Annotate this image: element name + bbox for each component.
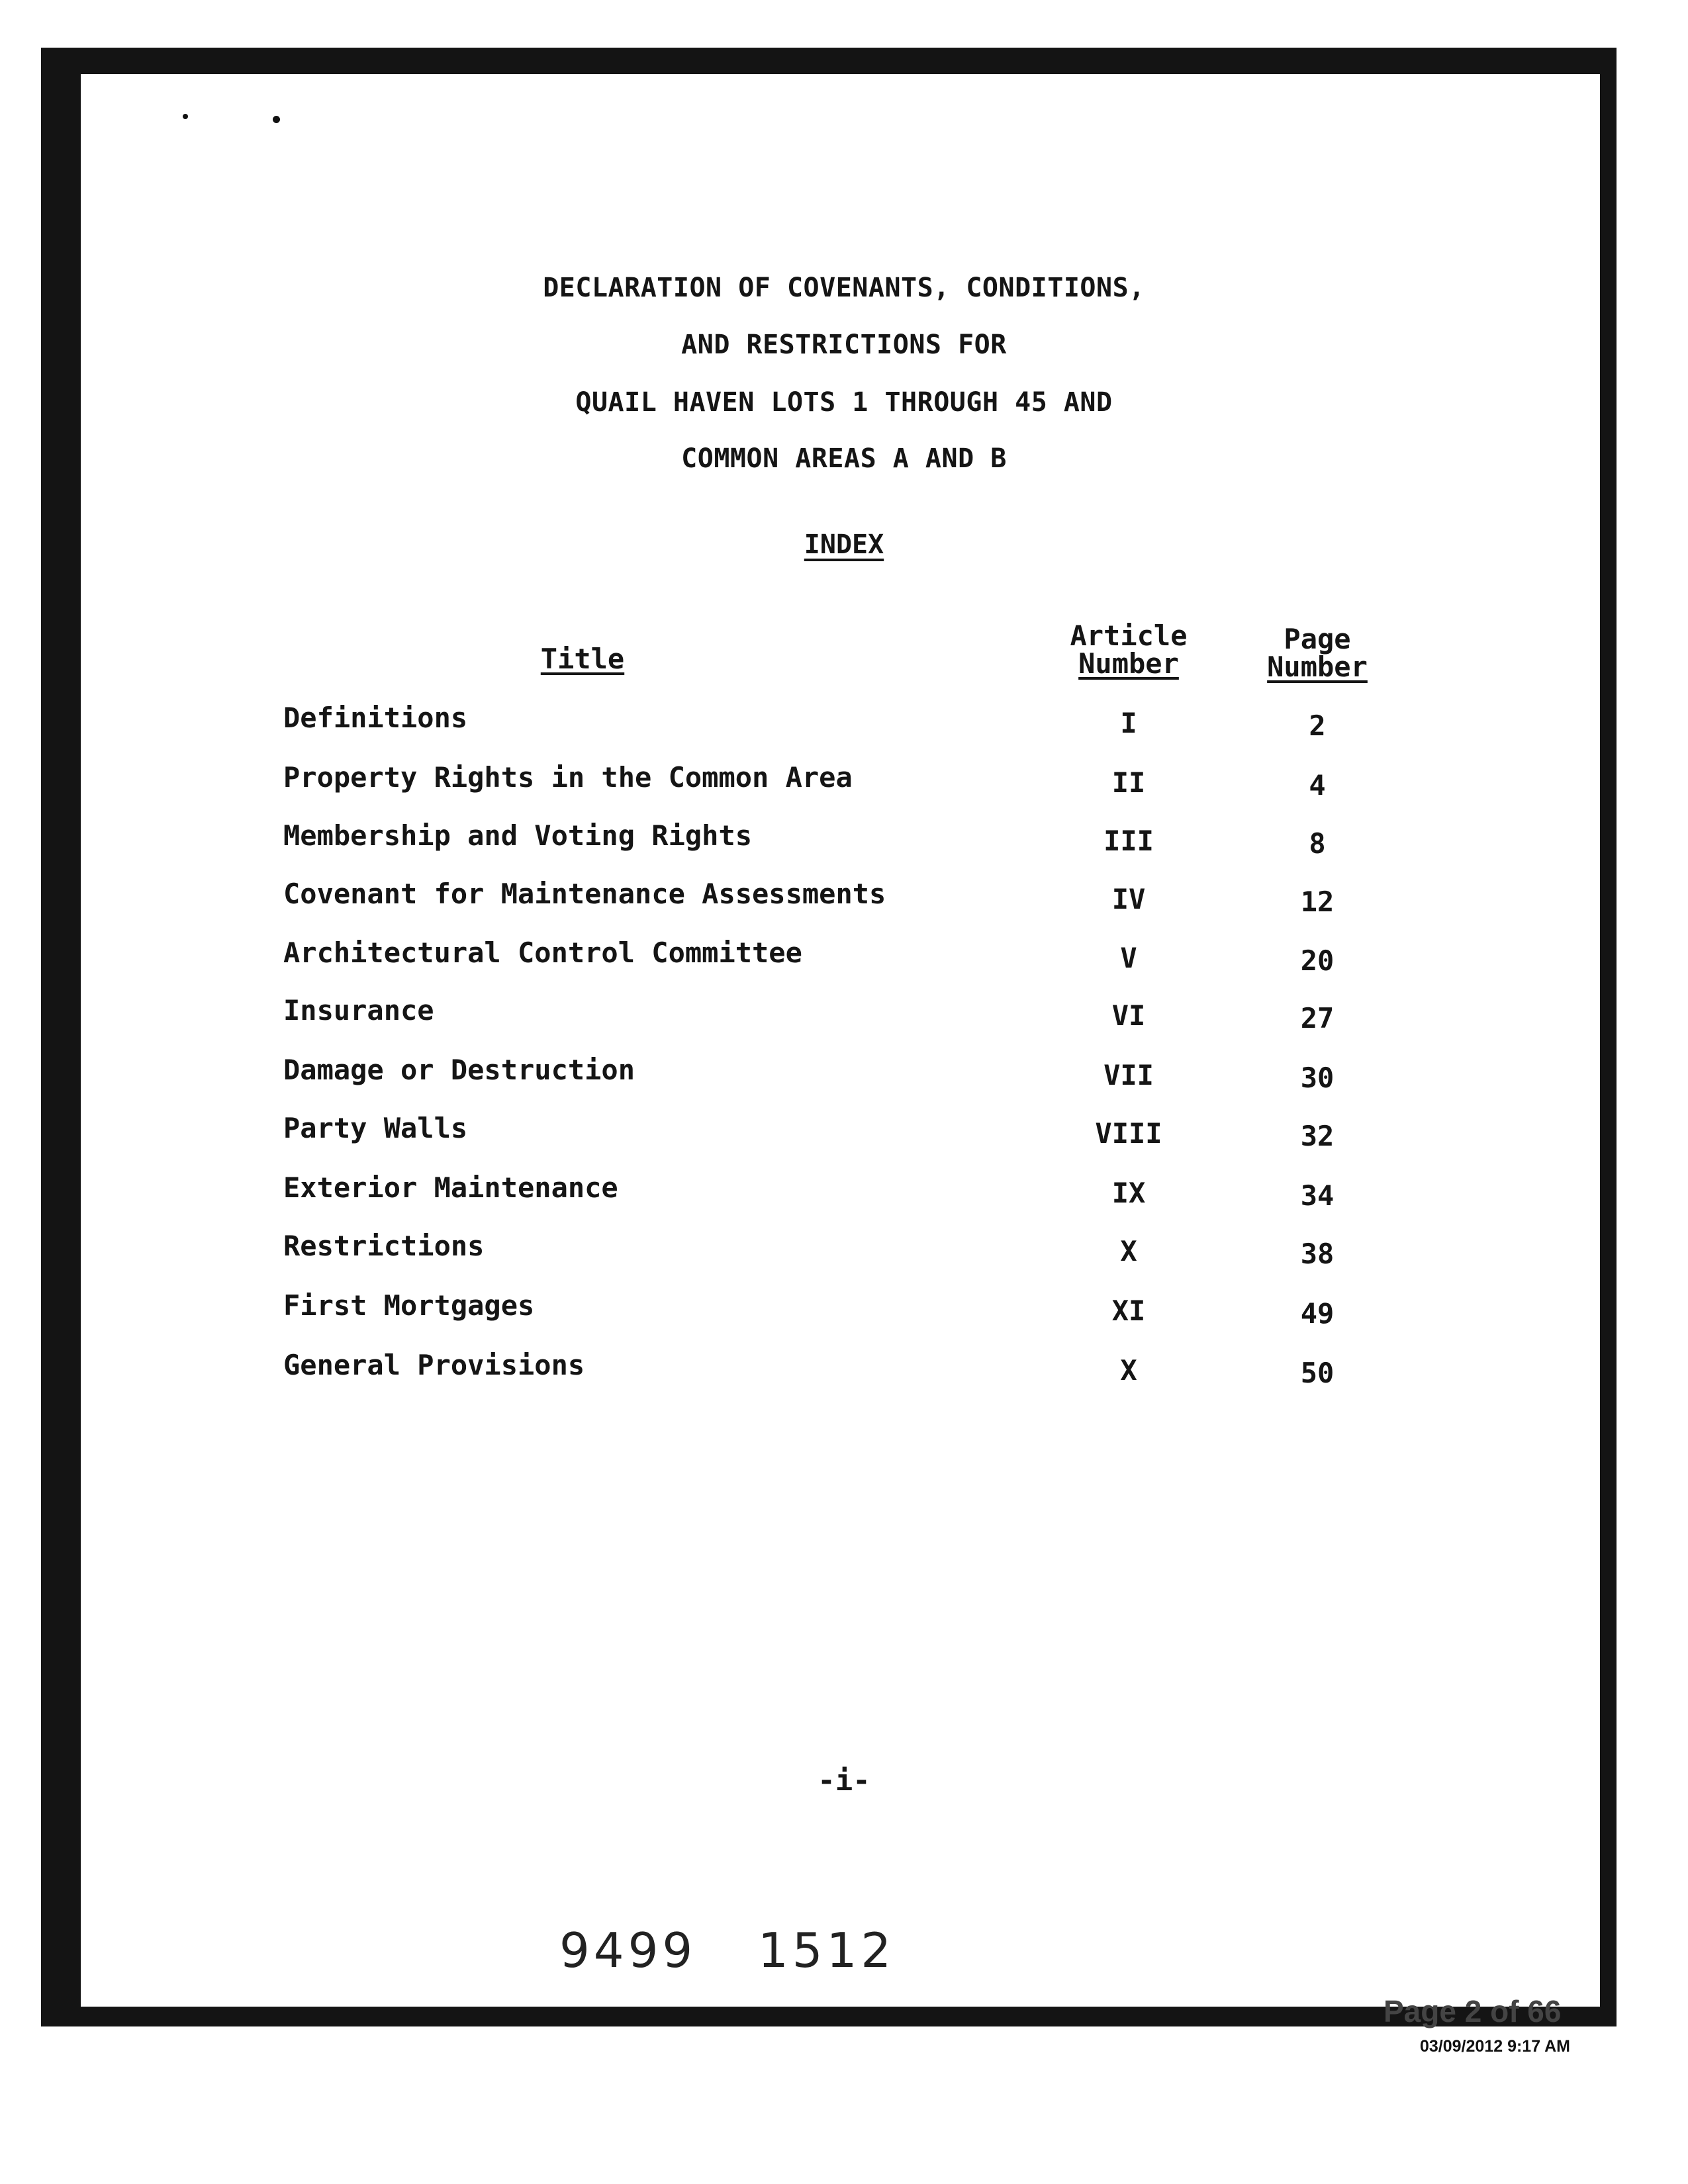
column-header-page-line2: Number	[1267, 651, 1368, 683]
footer-page-counter: Page 2 of 66	[1383, 1994, 1562, 2028]
toc-entry-page: 32	[1300, 1120, 1335, 1152]
toc-row	[0, 1171, 1688, 1218]
heading-line-1: DECLARATION OF COVENANTS, CONDITIONS,	[543, 273, 1145, 303]
toc-entry-page: 8	[1309, 827, 1326, 860]
toc-row	[0, 936, 1688, 983]
toc-entry-page: 38	[1300, 1238, 1335, 1270]
toc-entry-article: III	[1103, 825, 1154, 857]
heading-line-2: AND RESTRICTIONS FOR	[681, 330, 1007, 360]
column-header-title-text: Title	[540, 643, 625, 675]
toc-entry-title: Party Walls	[283, 1112, 468, 1144]
index-title-text: INDEX	[804, 529, 884, 560]
toc-row	[0, 1112, 1688, 1158]
toc-row	[0, 761, 1688, 807]
toc-row	[0, 1289, 1688, 1336]
toc-row	[0, 878, 1688, 924]
toc-entry-article: II	[1111, 766, 1146, 799]
toc-entry-title: Definitions	[283, 702, 468, 734]
toc-entry-page: 20	[1300, 944, 1335, 977]
footer-timestamp: 03/09/2012 9:17 AM	[1420, 2037, 1571, 2056]
toc-row	[0, 994, 1688, 1040]
toc-row	[0, 1054, 1688, 1100]
page-sheet	[81, 74, 1600, 2007]
toc-entry-title: Architectural Control Committee	[283, 936, 802, 969]
toc-row	[0, 1230, 1688, 1276]
toc-entry-page: 4	[1309, 769, 1326, 801]
toc-entry-article: I	[1120, 707, 1137, 739]
toc-row	[0, 1349, 1688, 1395]
toc-entry-title: Restrictions	[283, 1230, 485, 1262]
column-header-page-line1: Page	[1284, 623, 1351, 655]
toc-entry-article: IV	[1111, 883, 1146, 915]
index-title	[0, 529, 1688, 560]
toc-entry-title: Insurance	[283, 994, 434, 1026]
column-header-article	[1059, 619, 1198, 680]
heading-line-4: COMMON AREAS A AND B	[681, 443, 1007, 474]
column-header-article-line2: Number	[1078, 647, 1179, 680]
toc-entry-title: Exterior Maintenance	[283, 1171, 618, 1204]
toc-entry-title: Membership and Voting Rights	[283, 819, 753, 852]
toc-entry-title: Damage or Destruction	[283, 1054, 635, 1086]
toc-entry-article: XI	[1111, 1295, 1146, 1327]
toc-entry-article: X	[1120, 1235, 1137, 1267]
toc-entry-title: General Provisions	[283, 1349, 585, 1381]
toc-entry-article: VIII	[1095, 1117, 1162, 1150]
toc-entry-page: 27	[1300, 1002, 1335, 1034]
toc-entry-title: Covenant for Maintenance Assessments	[283, 878, 886, 910]
toc-entry-article: VII	[1103, 1059, 1154, 1091]
toc-entry-page: 49	[1300, 1297, 1335, 1330]
toc-entry-page: 34	[1300, 1179, 1335, 1212]
toc-entry-title: Property Rights in the Common Area	[283, 761, 853, 794]
toc-row	[0, 819, 1688, 866]
column-header-article-line1: Article	[1070, 619, 1188, 652]
toc-entry-page: 50	[1300, 1357, 1335, 1389]
toc-entry-article: X	[1120, 1354, 1137, 1387]
toc-row	[0, 702, 1688, 748]
toc-entry-article: VI	[1111, 999, 1146, 1032]
scan-speck	[273, 116, 280, 123]
column-header-page	[1244, 625, 1390, 681]
toc-entry-page: 2	[1309, 709, 1326, 742]
page-folio: -i-	[818, 1764, 870, 1797]
toc-entry-title: First Mortgages	[283, 1289, 535, 1322]
toc-entry-page: 30	[1300, 1062, 1335, 1094]
toc-entry-article: IX	[1111, 1177, 1146, 1209]
toc-entry-page: 12	[1300, 886, 1335, 918]
book-number-stamp: 9499	[559, 1923, 697, 1978]
scan-speck	[183, 114, 188, 119]
heading-line-3: QUAIL HAVEN LOTS 1 THROUGH 45 AND	[575, 387, 1113, 418]
toc-entry-article: V	[1120, 942, 1137, 974]
column-header-title	[503, 645, 662, 673]
page-number-stamp: 1512	[758, 1923, 896, 1978]
